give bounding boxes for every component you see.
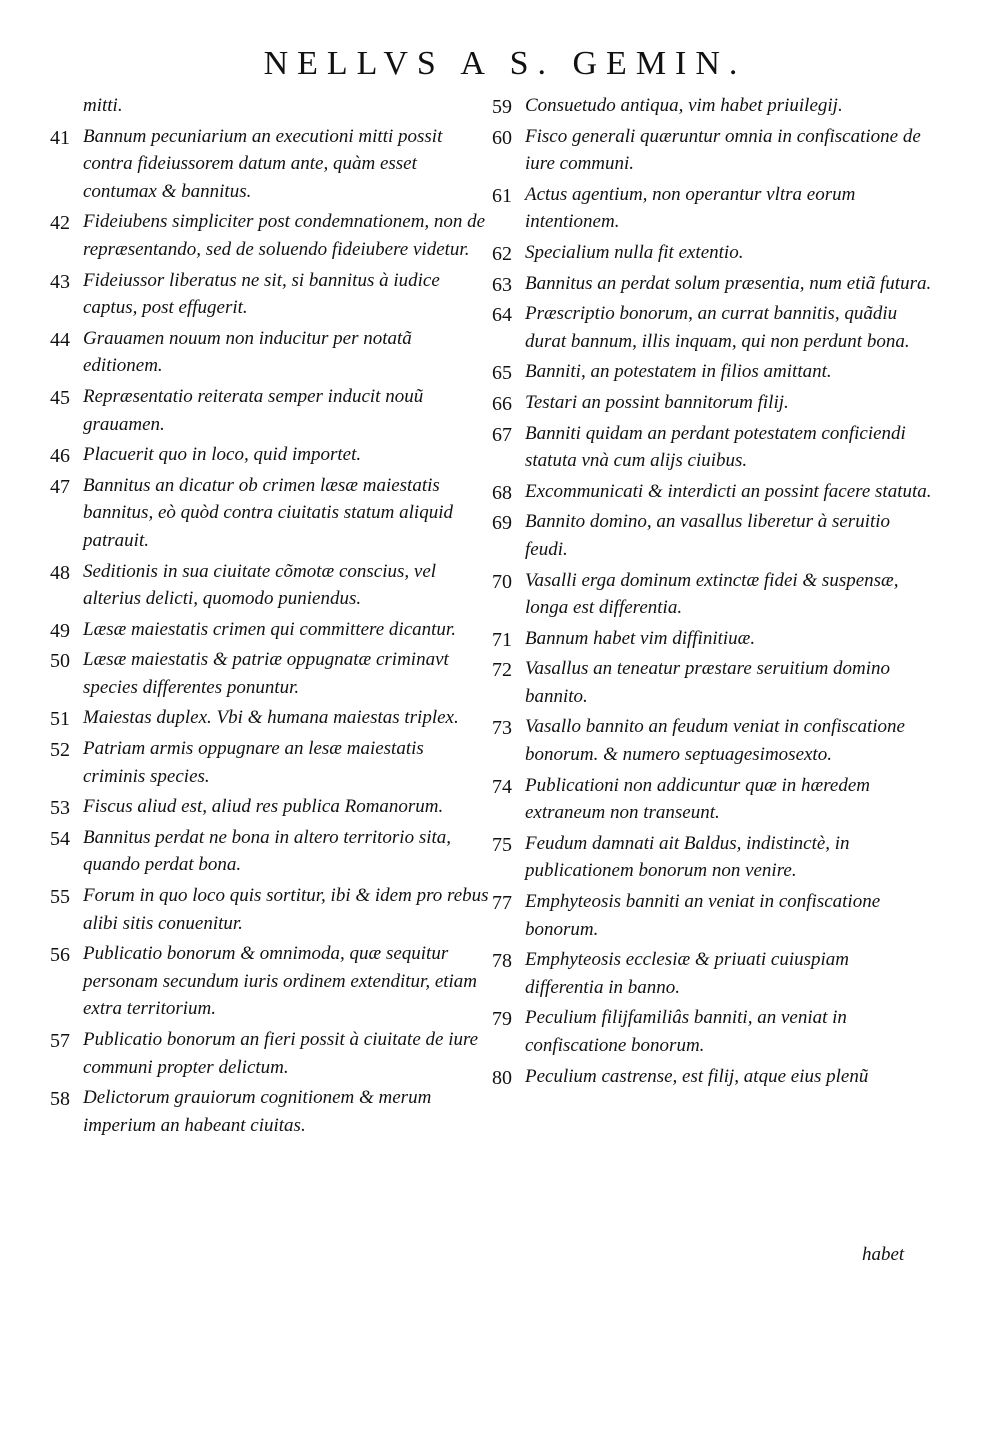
entry-number: 61 (492, 184, 512, 207)
entry-number: 73 (492, 717, 512, 740)
entry-number: 53 (50, 797, 70, 820)
continuation-text: mitti. (83, 95, 123, 116)
entry-number: 79 (492, 1008, 512, 1031)
entry-text: Fideiubens simpliciter post condemnationem, non de repræsentando, sed de soluendo fideiubere videtur. (83, 211, 486, 260)
entry-number: 44 (50, 328, 70, 351)
entry-number: 48 (50, 561, 70, 584)
entry-number: 77 (492, 892, 512, 915)
index-entry (50, 616, 490, 644)
entry-text: Publicatio bonorum an fieri possit à ciuitate de iure communi propter delictum. (83, 1029, 479, 1078)
entry-text: Seditionis in sua ciuitate cõmotæ conscius, vel alterius delicti, quomodo puniendus. (83, 560, 437, 610)
entry-number: 80 (492, 1066, 512, 1089)
entry-text: Banniti, an potestatem in filios amittant. (525, 361, 832, 383)
entry-number: 54 (50, 827, 70, 850)
entry-text: Patriam armis oppugnare an lesæ maiestatis criminis species. (83, 738, 424, 787)
index-entry (492, 888, 932, 943)
entry-text: Præscriptio bonorum, an currat bannitis, quãdiu durat bannum, illis inquam, qui non perdunt bona. (525, 303, 910, 352)
entry-text: Læsæ maiestatis crimen qui committere dicantur. (83, 618, 456, 640)
index-entry (492, 655, 932, 710)
entry-text: Fisco generali quæruntur omnia in confiscatione de iure communi. (525, 125, 921, 175)
index-entry (50, 882, 490, 937)
index-entry (50, 325, 490, 380)
entry-text: Consuetudo antiqua, vim habet priuilegij. (525, 95, 843, 116)
entry-number: 62 (492, 242, 512, 265)
entry-text: Testari an possint bannitorum filij. (525, 391, 789, 413)
entry-text: Bannum habet vim diffinitiuæ. (525, 627, 756, 649)
entry-number: 41 (50, 126, 70, 149)
entry-number: 60 (492, 126, 512, 149)
entry-text: Actus agentium, non operantur vltra eorum intentionem. (525, 183, 856, 233)
index-entry (492, 478, 932, 506)
entry-text: Forum in quo loco quis sortitur, ibi & idem pro rebus alibi sitis conuenitur. (83, 885, 489, 934)
index-entry (492, 713, 932, 768)
index-entry (492, 946, 932, 1001)
entry-text: Grauamen nouum non inducitur per notatã editionem. (83, 327, 412, 377)
index-entry (50, 267, 490, 322)
entry-text: Fiscus aliud est, aliud res publica Romanorum. (83, 796, 444, 818)
entry-text: Bannito domino, an vasallus liberetur à seruitio feudi. (525, 511, 891, 560)
entry-number: 43 (50, 270, 70, 293)
index-entry (50, 472, 490, 555)
entry-number: 59 (492, 96, 512, 118)
index-entry (492, 625, 932, 653)
entry-text: Læsæ maiestatis & patriæ oppugnatæ criminavt species differentes ponuntur. (83, 649, 449, 698)
index-entry (492, 508, 932, 563)
running-title: NELLVS A S. GEMIN. (263, 45, 747, 82)
index-entry (50, 441, 490, 469)
index-entry (50, 940, 490, 1023)
index-entry (50, 646, 490, 701)
entry-text: Feudum damnati ait Baldus, indistinctè, in publicationem bonorum non venire. (525, 832, 850, 882)
entry-text: Maiestas duplex. Vbi & humana maiestas triplex. (83, 707, 459, 729)
entry-number: 46 (50, 445, 70, 468)
entry-number: 63 (492, 273, 512, 296)
index-entry (492, 830, 932, 885)
entry-text: Placuerit quo in loco, quid importet. (83, 444, 362, 466)
entry-number: 68 (492, 481, 512, 504)
entry-number: 49 (50, 619, 70, 642)
right-index-column (492, 92, 932, 1093)
entry-number: 50 (50, 650, 70, 673)
entry-text: Repræsentatio reiterata semper inducit nouũ grauamen. (83, 385, 424, 435)
entry-text: Bannitus perdat ne bona in altero territorio sita, quando perdat bona. (83, 826, 452, 876)
index-entry (50, 123, 490, 206)
index-entry (50, 383, 490, 438)
catchword: habet (862, 1244, 905, 1265)
entry-text: Excommunicati & interdicti an possint facere statuta. (525, 480, 932, 502)
index-entry (50, 704, 490, 732)
entry-number: 55 (50, 886, 70, 909)
entry-text: Vasallus an teneatur præstare seruitium domino bannito. (525, 658, 891, 707)
entry-text: Specialium nulla fit extentio. (525, 241, 744, 263)
index-entry (492, 1063, 932, 1091)
entry-number: 65 (492, 362, 512, 385)
entry-text: Bannitus an dicatur ob crimen læsæ maiestatis bannitus, eò quòd contra ciuitatis statum aliquid patrauit. (83, 474, 453, 551)
index-entry (492, 567, 932, 622)
entry-text: Vasalli erga dominum extinctæ fidei & suspensæ, longa est differentia. (525, 569, 899, 619)
entry-text: Fideiussor liberatus ne sit, si bannitus à iudice captus, post effugerit. (83, 269, 440, 319)
index-entry (50, 1084, 490, 1139)
index-entry (50, 558, 490, 613)
index-entry (492, 300, 932, 355)
entry-text: Banniti quidam an perdant potestatem conficiendi statuta vnà cum alijs ciuibus. (525, 422, 906, 472)
entry-text: Bannitus an perdat solum præsentia, num etiã futura. (525, 272, 932, 294)
entry-number: 64 (492, 304, 512, 327)
entry-text: Publicatio bonorum & omnimoda, quæ sequitur personam secundum iuris ordinem extenditur, etiam extra territorium. (83, 943, 478, 1020)
entry-number: 45 (50, 386, 70, 409)
entry-number: 72 (492, 659, 512, 682)
index-entry (492, 420, 932, 475)
entry-text: Delictorum grauiorum cognitionem & merum imperium an habeant ciuitas. (83, 1087, 432, 1136)
entry-number: 56 (50, 944, 70, 967)
entry-number: 47 (50, 475, 70, 498)
index-entry (492, 123, 932, 178)
entry-number: 52 (50, 739, 70, 762)
entry-text: Emphyteosis ecclesiæ & priuati cuiuspiam differentia in banno. (525, 949, 850, 998)
entry-number: 74 (492, 775, 512, 798)
index-entry (50, 735, 490, 790)
index-entry (492, 92, 932, 120)
index-entry (492, 358, 932, 386)
index-entry (50, 208, 490, 263)
entry-number: 51 (50, 708, 70, 731)
entry-text: Peculium castrense, est filij, atque eius plenũ (525, 1065, 869, 1087)
index-entry (50, 1026, 490, 1081)
entry-text: Vasallo bannito an feudum veniat in confiscatione bonorum. & numero septuagesimosexto. (525, 716, 905, 766)
entry-number: 67 (492, 423, 512, 446)
entry-text: Bannum pecuniarium an executioni mitti possit contra fideiussorem datum ante, quàm esset contumax & bannitus. (83, 125, 443, 202)
entry-text: Emphyteosis banniti an veniat in confiscatione bonorum. (525, 891, 881, 940)
index-entry (492, 389, 932, 417)
index-entry (492, 772, 932, 827)
entry-number: 69 (492, 512, 512, 535)
left-index-column (50, 92, 490, 1142)
index-entry (492, 1004, 932, 1059)
index-entry (492, 181, 932, 236)
entry-text: Publicationi non addicuntur quæ in hæredem extraneum non transeunt. (525, 774, 870, 824)
entry-number: 66 (492, 392, 512, 415)
index-entry (492, 270, 932, 298)
index-entry (50, 824, 490, 879)
entry-number: 71 (492, 628, 512, 651)
entry-number: 75 (492, 833, 512, 856)
index-entry (492, 239, 932, 267)
entry-number: 70 (492, 570, 512, 593)
entry-number: 58 (50, 1088, 70, 1111)
index-entry (50, 793, 490, 821)
entry-text: Peculium filijfamiliâs banniti, an veniat in confiscatione bonorum. (525, 1007, 847, 1056)
entry-number: 57 (50, 1030, 70, 1052)
entry-number: 42 (50, 212, 70, 235)
entry-number: 78 (492, 950, 512, 973)
